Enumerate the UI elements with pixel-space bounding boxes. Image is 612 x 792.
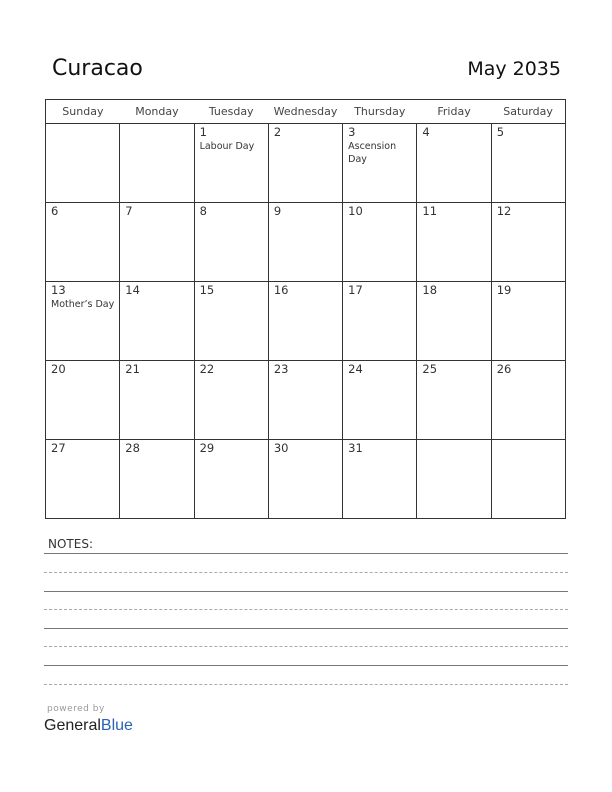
weekday-header: Monday	[120, 100, 194, 124]
day-number: 23	[273, 362, 289, 376]
day-cell	[194, 440, 268, 519]
holiday-label: Labour Day	[199, 141, 255, 152]
weekday-header: Sunday	[46, 100, 120, 124]
weekday-header-row	[46, 100, 566, 124]
day-number: 11	[422, 204, 438, 218]
day-cell	[46, 203, 120, 282]
brand-blue-text: Blue	[100, 717, 133, 734]
day-number: 25	[422, 362, 438, 376]
day-number: 12	[496, 204, 512, 218]
brand-general-text: General	[44, 717, 101, 734]
day-cell	[194, 361, 268, 440]
generalblue-logo	[44, 717, 133, 735]
day-cell	[417, 203, 491, 282]
day-cell	[120, 440, 194, 519]
weekday-header: Friday	[417, 100, 491, 124]
week-row	[46, 203, 566, 282]
day-cell	[268, 440, 342, 519]
day-number: 31	[348, 441, 363, 455]
day-number: 30	[273, 441, 289, 455]
day-cell	[491, 124, 565, 203]
weekday-header: Thursday	[343, 100, 417, 124]
day-cell	[491, 361, 565, 440]
day-number: 17	[348, 283, 363, 297]
day-cell	[268, 282, 342, 361]
day-cell	[194, 203, 268, 282]
day-number: 21	[125, 362, 140, 376]
notes-line	[44, 646, 568, 647]
day-number: 27	[51, 441, 66, 455]
day-number: 5	[496, 125, 505, 139]
day-number: 10	[348, 204, 363, 218]
weekday-header: Saturday	[491, 100, 565, 124]
week-row	[46, 440, 566, 519]
notes-line	[44, 553, 568, 554]
notes-line	[44, 684, 568, 685]
day-cell	[46, 282, 120, 361]
notes-line	[44, 609, 568, 610]
day-cell	[491, 203, 565, 282]
holiday-label: Mother’s Day	[51, 299, 115, 310]
day-number: 28	[125, 441, 140, 455]
day-cell	[268, 361, 342, 440]
day-number: 13	[51, 283, 66, 297]
day-number: 18	[422, 283, 438, 297]
notes-line	[44, 591, 568, 592]
day-cell	[46, 361, 120, 440]
day-number: 6	[51, 204, 59, 218]
notes-line	[44, 665, 568, 666]
notes-label: NOTES:	[48, 537, 93, 551]
day-number: 16	[273, 283, 289, 297]
day-cell	[46, 440, 120, 519]
week-row	[46, 361, 566, 440]
week-row	[46, 124, 566, 203]
weekday-header: Tuesday	[194, 100, 268, 124]
calendar-grid	[45, 99, 566, 519]
day-number: 15	[199, 283, 215, 297]
day-cell	[120, 282, 194, 361]
day-number: 19	[496, 283, 512, 297]
day-cell	[120, 203, 194, 282]
day-cell	[268, 203, 342, 282]
notes-line	[44, 572, 568, 573]
day-number: 9	[273, 204, 282, 218]
powered-by-text: powered by	[47, 704, 105, 714]
day-cell	[268, 124, 342, 203]
holiday-label: Ascension Day	[348, 141, 397, 165]
day-cell	[343, 282, 417, 361]
day-cell	[343, 361, 417, 440]
day-number: 22	[199, 362, 215, 376]
day-number: 8	[199, 204, 207, 218]
day-number: 24	[348, 362, 363, 376]
calendar-country-title: Curacao	[52, 56, 143, 81]
day-cell	[194, 124, 268, 203]
day-cell	[417, 440, 491, 519]
week-row	[46, 282, 566, 361]
day-cell	[343, 440, 417, 519]
day-number: 14	[125, 283, 140, 297]
notes-line	[44, 628, 568, 629]
day-number: 20	[51, 362, 66, 376]
day-cell	[491, 440, 565, 519]
weekday-header: Wednesday	[268, 100, 342, 124]
day-number: 2	[273, 125, 282, 139]
day-cell	[417, 124, 491, 203]
day-cell	[491, 282, 565, 361]
day-cell	[194, 282, 268, 361]
day-cell	[46, 124, 120, 203]
day-number: 4	[422, 125, 430, 139]
day-cell	[417, 361, 491, 440]
day-number: 1	[199, 125, 207, 139]
day-number: 29	[199, 441, 215, 455]
day-number: 3	[348, 125, 356, 139]
day-number: 26	[496, 362, 512, 376]
day-number: 7	[125, 204, 133, 218]
day-cell	[120, 124, 194, 203]
day-cell	[417, 282, 491, 361]
day-cell	[343, 203, 417, 282]
day-cell	[120, 361, 194, 440]
calendar-month-year: May 2035	[467, 58, 561, 80]
day-cell	[343, 124, 417, 203]
